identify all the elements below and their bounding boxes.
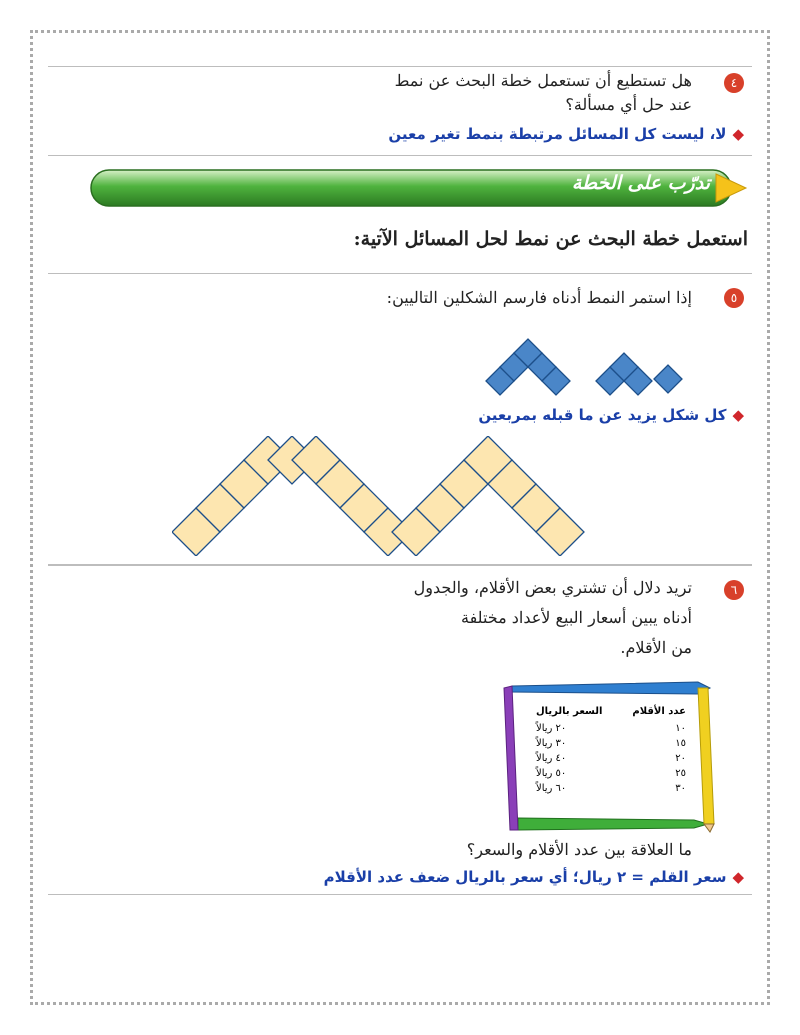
question-number-badge: ٤	[724, 73, 744, 93]
question-text: ما العلاقة بين عدد الأقلام والسعر؟	[466, 840, 692, 859]
table-header: عدد الأقلام السعر بالريال	[536, 706, 686, 717]
question-number-badge: ٥	[724, 288, 744, 308]
diamond-bullet-icon: ◆	[732, 125, 744, 143]
question-text: تريد دلال أن تشتري بعض الأقلام، والجدول	[413, 578, 692, 597]
pattern-shapes	[486, 339, 682, 395]
answer-drawing	[172, 436, 592, 556]
pattern-tile	[654, 365, 682, 393]
banner-title: تدرّب على الخطة	[571, 172, 710, 194]
section-heading: استعمل خطة البحث عن نمط لحل المسائل الآتية:	[353, 228, 748, 250]
question-text: من الأقلام.	[620, 638, 692, 657]
table-row: ١٠ ٢٠ ريالاً	[536, 723, 686, 734]
question-panel-6	[48, 565, 752, 895]
table-row: ٢٥ ٥٠ ريالاً	[536, 768, 686, 779]
diamond-bullet-icon: ◆	[732, 868, 744, 886]
question-text: إذا استمر النمط أدناه فارسم الشكلين التاليين:	[386, 288, 692, 307]
table-row: ١٥ ٣٠ ريالاً	[536, 738, 686, 749]
answer-text: ◆لا، ليست كل المسائل مرتبطة بنمط تغير معين	[388, 125, 744, 143]
question-number-badge: ٦	[724, 580, 744, 600]
table-row: ٣٠ ٦٠ ريالاً	[536, 783, 686, 794]
answer-text: ◆كل شكل يزيد عن ما قبله بمربعين	[478, 406, 744, 424]
question-panel-5	[48, 273, 752, 565]
question-panel-4	[48, 66, 752, 156]
table-row: ٢٠ ٤٠ ريالاً	[536, 753, 686, 764]
answer-text: ◆سعر القلم = ٢ ريال؛ أي سعر بالريال ضعف عدد الأقلام	[323, 868, 744, 886]
question-text: عند حل أي مسألة؟	[565, 95, 692, 114]
question-text: هل تستطيع أن تستعمل خطة البحث عن نمط	[394, 71, 692, 90]
question-text: أدناه يبين أسعار البيع لأعداد مختلفة	[461, 608, 692, 627]
pattern-figure	[468, 334, 708, 414]
diamond-bullet-icon: ◆	[732, 406, 744, 424]
price-table	[536, 706, 686, 796]
